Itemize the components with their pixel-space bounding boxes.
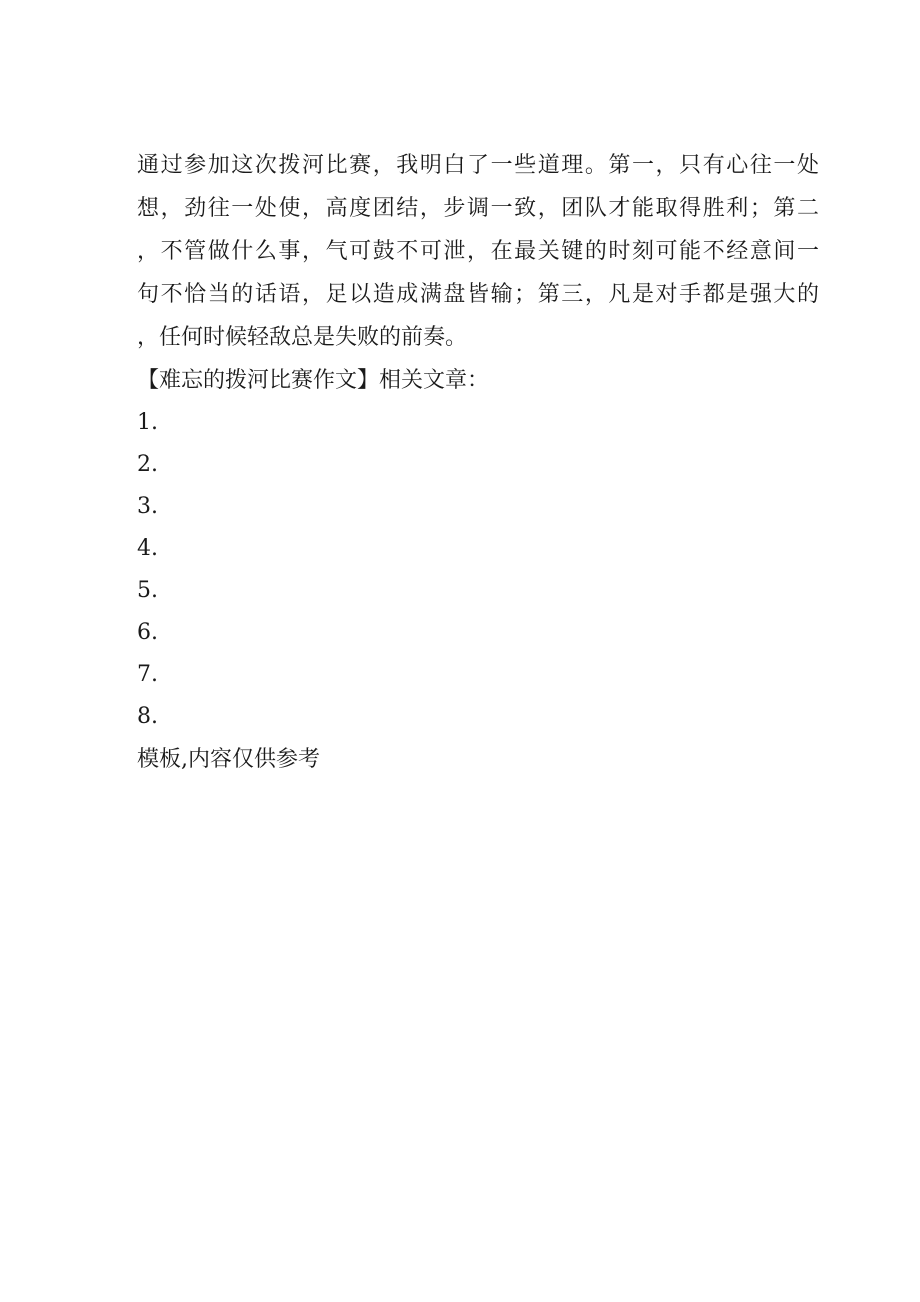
- related-article-number: 7.: [137, 662, 158, 687]
- paragraph-line: 句不恰当的话语，足以造成满盘皆输；第三，凡是对手都是强大的: [137, 282, 819, 307]
- related-article-number: 1.: [137, 410, 158, 435]
- essay-paragraph: [137, 144, 819, 359]
- paragraph-line: ，任何时候轻敌总是失败的前奏。: [137, 325, 468, 350]
- related-article-number: 3.: [137, 494, 158, 519]
- paragraph-line: ，不管做什么事，气可鼓不可泄，在最关键的时刻可能不经意间一: [137, 239, 819, 264]
- related-article-number: 2.: [137, 452, 158, 477]
- document-content: [137, 144, 819, 781]
- related-articles-list: [137, 402, 819, 738]
- paragraph-line: 通过参加这次拨河比赛，我明白了一些道理。第一，只有心往一处: [137, 153, 819, 178]
- template-disclaimer: 模板,内容仅供参考: [137, 747, 320, 772]
- related-article-number: 5.: [137, 578, 158, 603]
- related-article-number: 6.: [137, 620, 158, 645]
- related-articles-heading: 【难忘的拨河比赛作文】相关文章：: [137, 368, 490, 393]
- related-article-number: 4.: [137, 536, 158, 561]
- related-article-number: 8.: [137, 704, 158, 729]
- paragraph-line: 想，劲往一处使，高度团结，步调一致，团队才能取得胜利；第二: [137, 196, 819, 221]
